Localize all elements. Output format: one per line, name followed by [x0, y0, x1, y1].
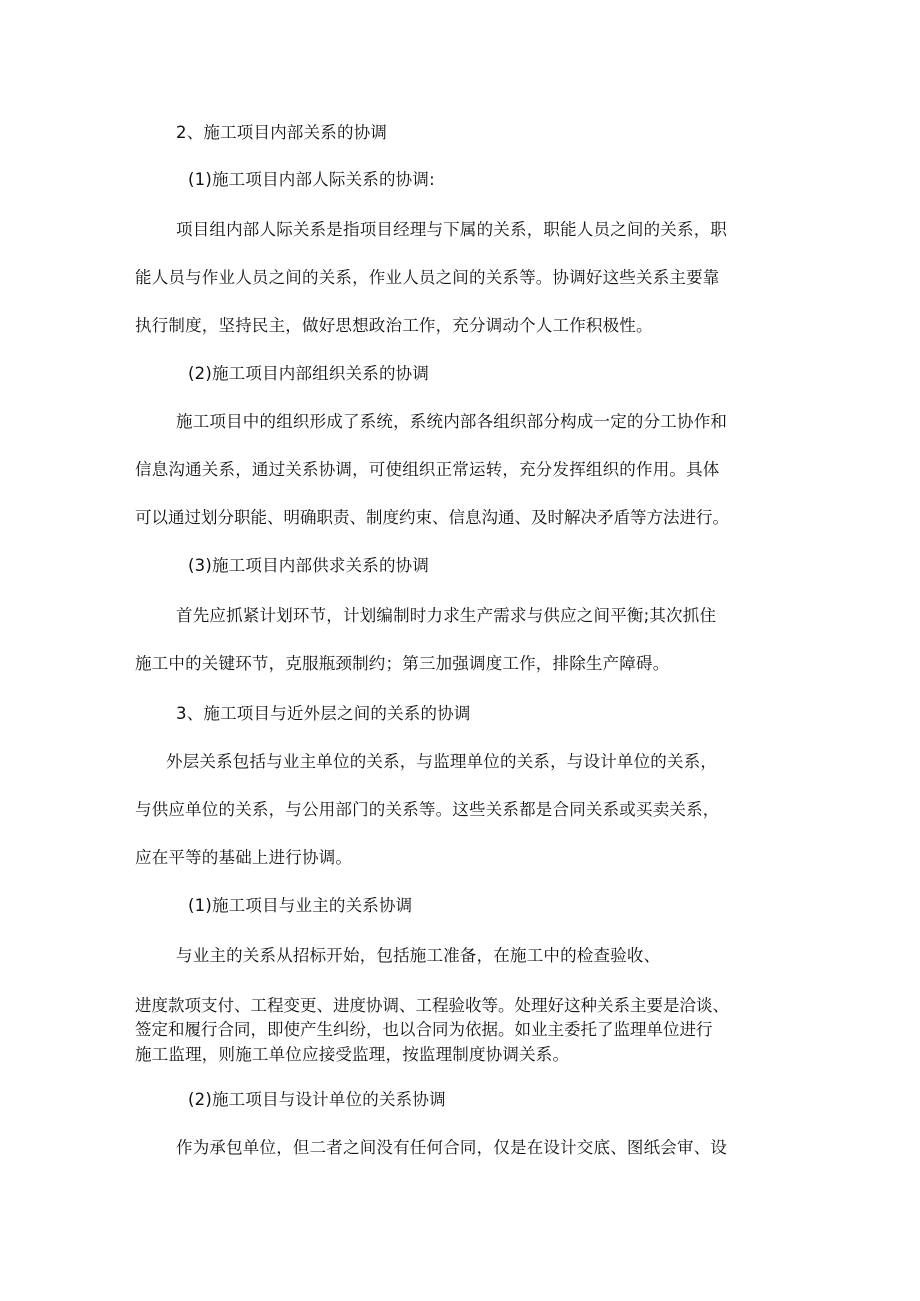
subheading-2-1: (1)施工项目内部人际关系的协调:	[188, 170, 435, 189]
paragraph-line: 可以通过划分职能、明确职责、制度约束、信息沟通、及时解决矛盾等方法进行。	[135, 508, 729, 527]
paragraph-line: 作为承包单位，但二者之间没有任何合同，仅是在设计交底、图纸会审、设	[176, 1138, 728, 1157]
paragraph-line: 应在平等的基础上进行协调。	[135, 848, 353, 867]
subheading-2-3: (3)施工项目内部供求关系的协调	[188, 556, 430, 575]
section-heading-3: 3、施工项目与近外层之间的关系的协调	[176, 704, 471, 723]
paragraph-line: 与业主的关系从招标开始，包括施工准备，在施工中的检查验收、	[176, 946, 661, 965]
section-heading-2: 2、施工项目内部关系的协调	[176, 123, 388, 142]
paragraph-line: 信息沟通关系，通过关系协调，可使组织正常运转，充分发挥组织的作用。具体	[135, 460, 720, 479]
paragraph-line: 签定和履行合同，即使产生纠纷，也以合同为依据。如业主委托了监理单位进行	[135, 1020, 713, 1039]
paragraph-line: 能人员与作业人员之间的关系，作业人员之间的关系等。协调好这些关系主要靠	[135, 268, 720, 287]
paragraph-line: 项目组内部人际关系是指项目经理与下属的关系，职能人员之间的关系，职	[176, 220, 728, 239]
paragraph-line: 与供应单位的关系，与公用部门的关系等。这些关系都是合同关系或买卖关系，	[135, 800, 720, 819]
paragraph-line: 施工中的关键环节，克服瓶颈制约；第三加强调度工作，排除生产障碍。	[135, 654, 670, 673]
paragraph-line: 首先应抓紧计划环节，计划编制时力求生产需求与供应之间平衡;其次抓住	[176, 606, 717, 625]
paragraph-line: 施工监理，则施工单位应接受监理，按监理制度协调关系。	[135, 1045, 570, 1064]
paragraph-line: 执行制度，坚持民主，做好思想政治工作，充分调动个人工作积极性。	[135, 316, 653, 335]
subheading-3-2: (2)施工项目与设计单位的关系协调	[188, 1090, 446, 1109]
subheading-3-1: (1)施工项目与业主的关系协调	[188, 896, 413, 915]
subheading-2-2: (2)施工项目内部组织关系的协调	[188, 364, 430, 383]
paragraph-line: 外层关系包括与业主单位的关系，与监理单位的关系，与设计单位的关系，	[166, 752, 718, 771]
paragraph-line: 进度款项支付、工程变更、进度协调、工程验收等。处理好这种关系主要是洽谈、	[135, 996, 729, 1015]
paragraph-line: 施工项目中的组织形成了系统，系统内部各组织部分构成一定的分工协作和	[176, 412, 728, 431]
